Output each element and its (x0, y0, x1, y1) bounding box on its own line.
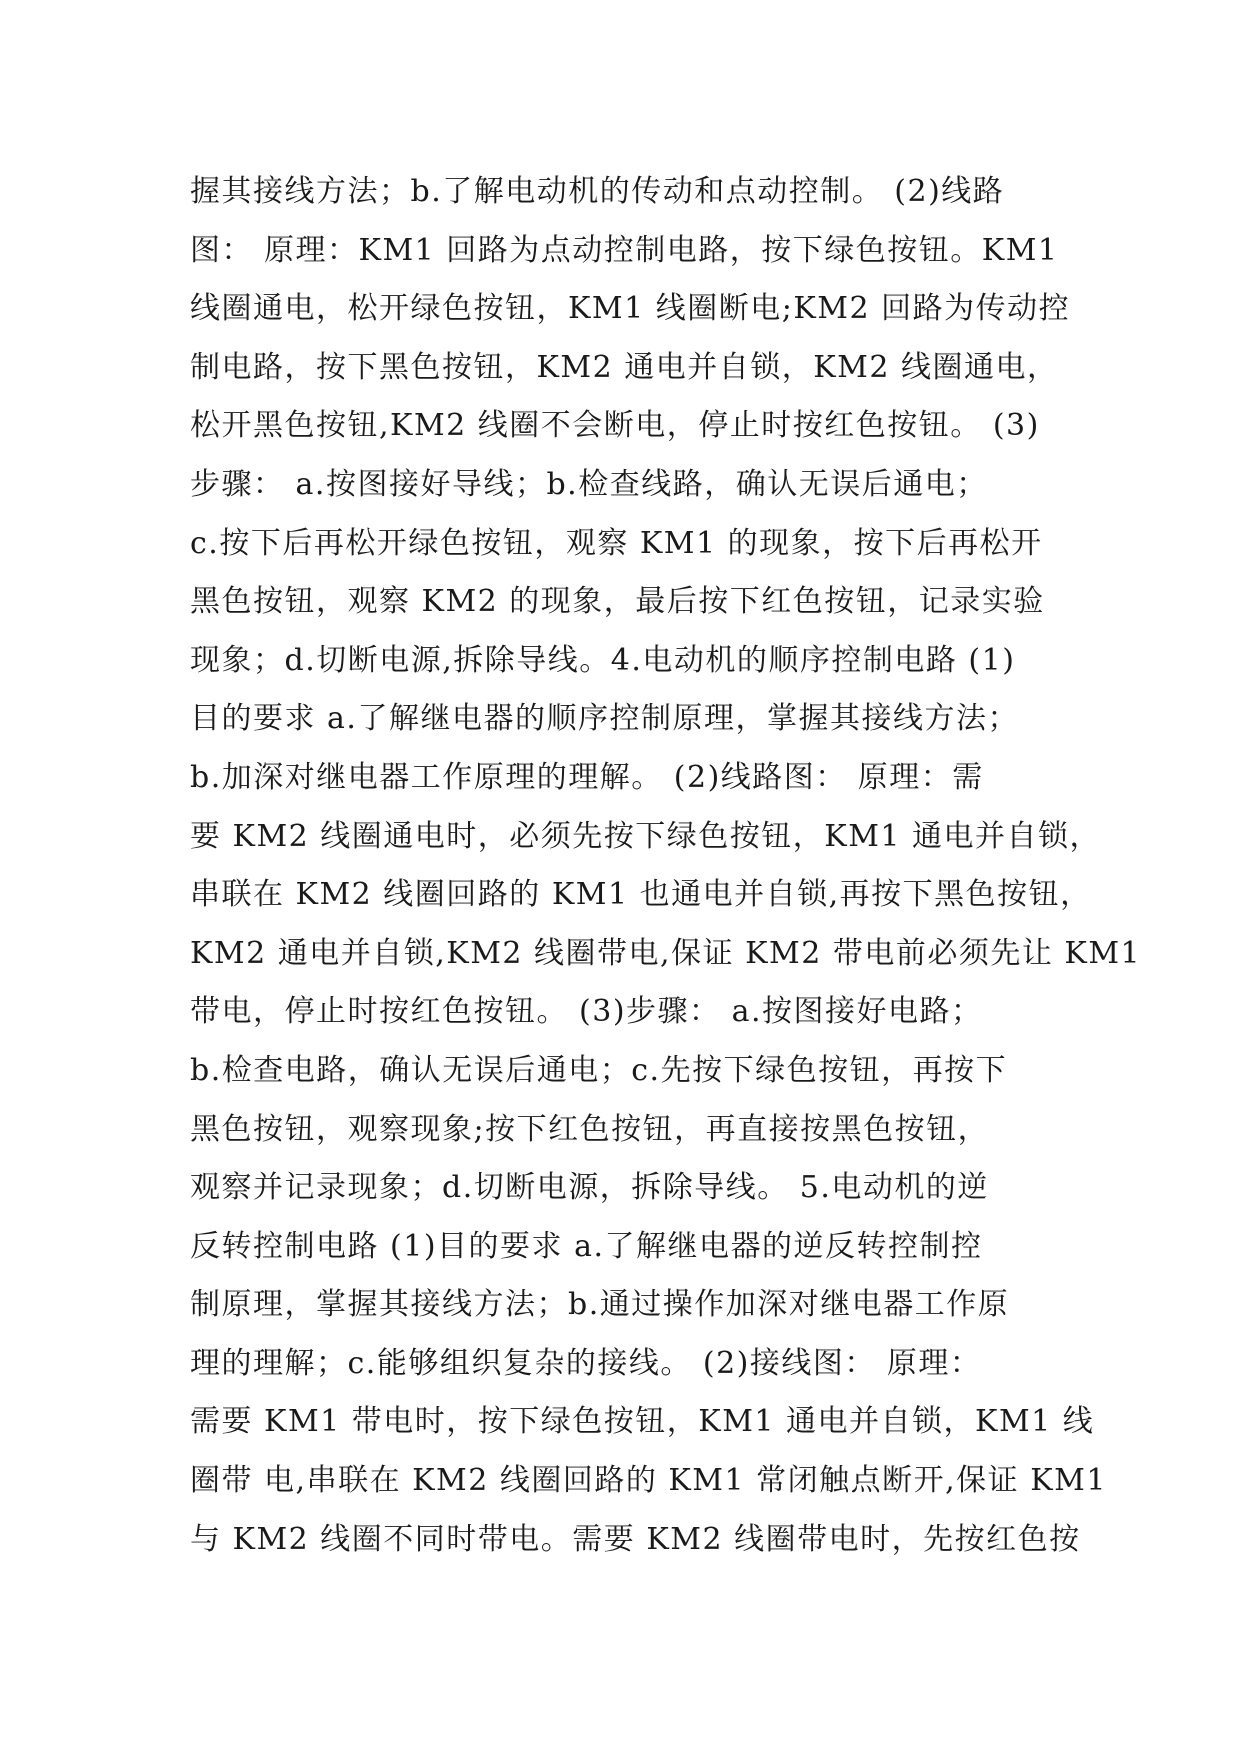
text-line: 现象；d.切断电源,拆除导线。4.电动机的顺序控制电路 (1) (190, 642, 1016, 678)
text-line: 松开黑色按钮,KM2 线圈不会断电，停止时按红色按钮。 (3) (190, 408, 1040, 444)
text-line: 步骤： a.按图接好导线；b.检查线路，确认无误后通电； (190, 466, 988, 502)
text-line: 线圈通电，松开绿色按钮，KM1 线圈断电;KM2 回路为传动控 (190, 291, 1071, 327)
text-line: 黑色按钮，观察 KM2 的现象，最后按下红色按钮，记录实验 (190, 584, 1045, 620)
text-line: b.加深对继电器工作原理的理解。 (2)线路图： 原理：需 (190, 759, 984, 795)
text-line: c.按下后再松开绿色按钮，观察 KM1 的现象，按下后再松开 (190, 525, 1043, 561)
text-line: 图： 原理：KM1 回路为点动控制电路，按下绿色按钮。KM1 (190, 232, 1059, 268)
text-line: b.检查电路，确认无误后通电；c.先按下绿色按钮，再按下 (190, 1052, 1008, 1088)
text-line: 制电路，按下黑色按钮，KM2 通电并自锁，KM2 线圈通电， (190, 349, 1059, 385)
text-line: 理的理解；c.能够组织复杂的接线。 (2)接线图： 原理： (190, 1345, 982, 1381)
text-line: 制原理，掌握其接线方法；b.通过操作加深对继电器工作原 (190, 1287, 1010, 1323)
text-line: 要 KM2 线圈通电时，必须先按下绿色按钮，KM1 通电并自锁， (190, 818, 1102, 854)
text-line: 与 KM2 线圈不同时带电。需要 KM2 线圈带电时，先按红色按 (190, 1521, 1081, 1557)
text-line: 反转控制电路 (1)目的要求 a.了解继电器的逆反转控制控 (190, 1228, 983, 1264)
text-line: 黑色按钮，观察现象;按下红色按钮，再直接按黑色按钮， (190, 1111, 990, 1147)
body-text (190, 163, 1142, 1569)
text-line: 带电，停止时按红色按钮。 (3)步骤： a.按图接好电路； (190, 994, 983, 1030)
text-line: 目的要求 a.了解继电器的顺序控制原理，掌握其接线方法； (190, 701, 1019, 737)
text-line: KM2 通电并自锁,KM2 线圈带电,保证 KM2 带电前必须先让 KM1 (190, 935, 1142, 971)
text-line: 握其接线方法；b.了解电动机的传动和点动控制。 (2)线路 (190, 174, 1005, 209)
text-line: 需要 KM1 带电时，按下绿色按钮，KM1 通电并自锁，KM1 线 (190, 1404, 1095, 1440)
text-line: 串联在 KM2 线圈回路的 KM1 也通电并自锁,再按下黑色按钮， (190, 877, 1092, 913)
text-line: 圈带 电,串联在 KM2 线圈回路的 KM1 常闭触点断开,保证 KM1 (190, 1463, 1107, 1499)
text-line: 观察并记录现象；d.切断电源，拆除导线。 5.电动机的逆 (190, 1170, 989, 1206)
